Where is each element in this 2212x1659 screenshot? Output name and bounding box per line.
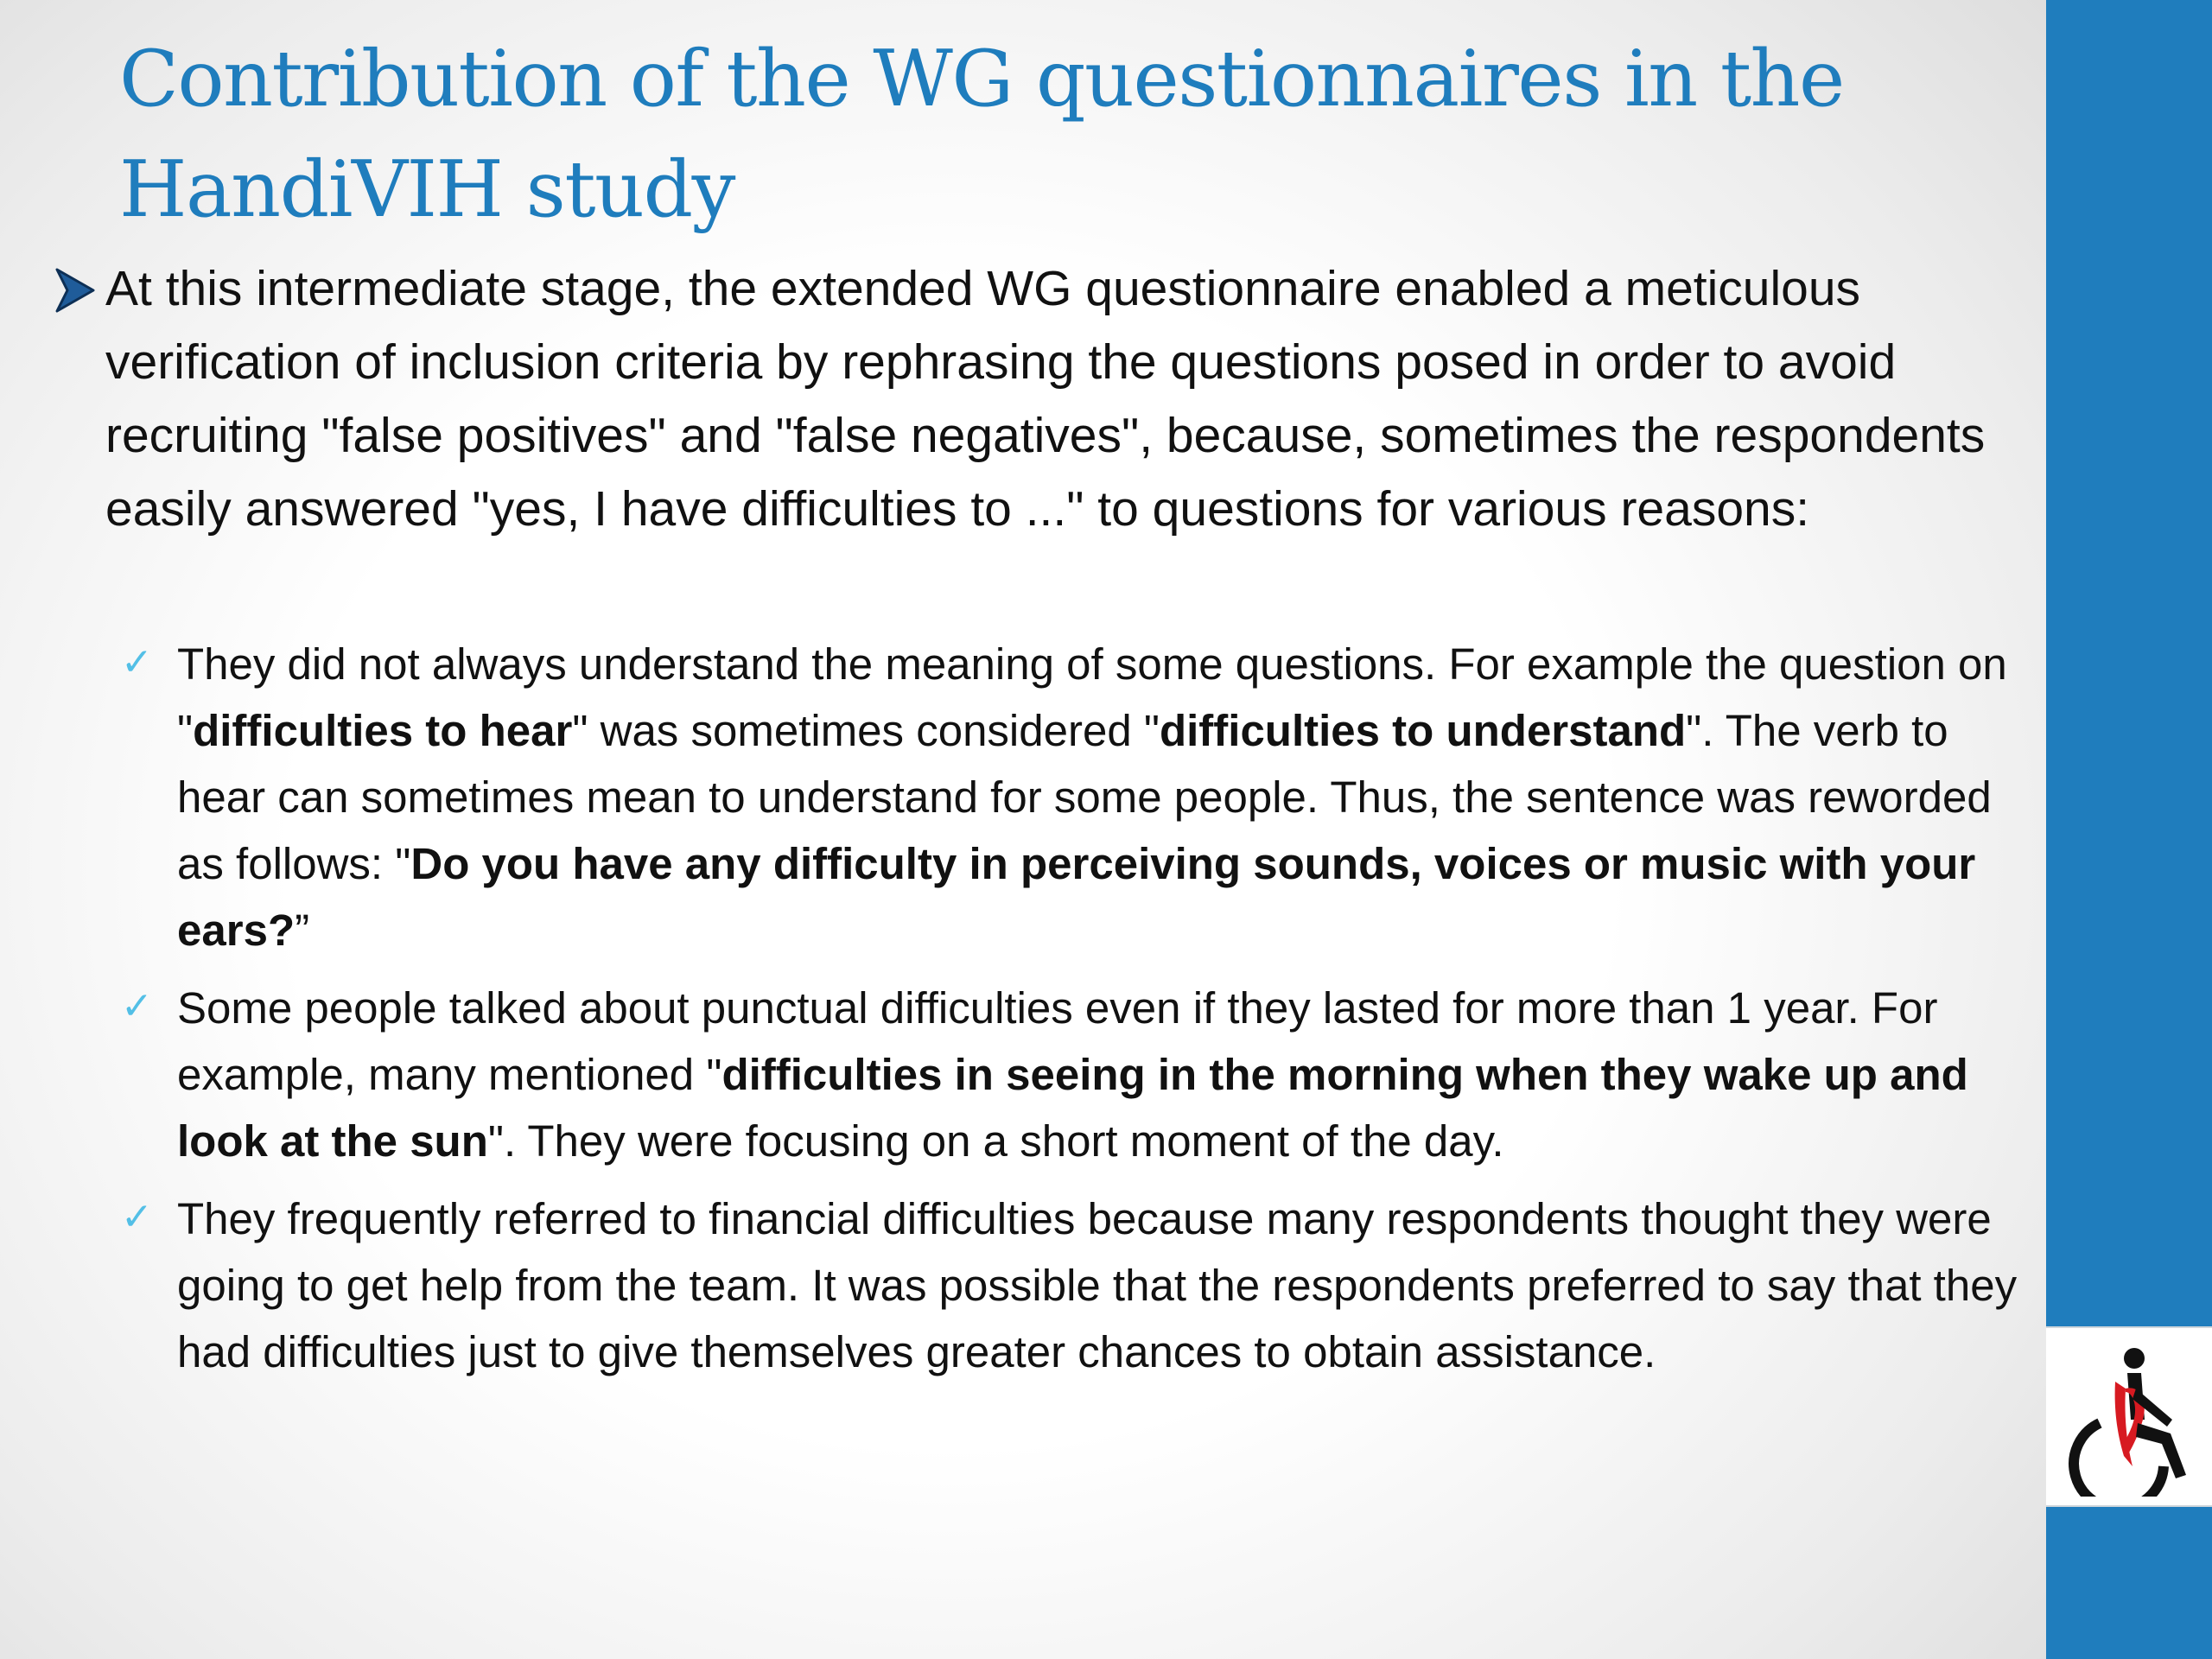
- handivih-logo: [2046, 1326, 2212, 1507]
- wheelchair-ribbon-icon: [2062, 1337, 2200, 1497]
- sub-bullet-item: [121, 1185, 2022, 1385]
- arrow-bullet-icon: [54, 266, 97, 315]
- sub-bullet-text: Some people talked about punctual difficulties even if they lasted for more than 1 year. For example, many mentioned "difficulties in seeing in the morning when they wake up and look at the sun". They were focusing on a short moment of the day.: [177, 983, 1968, 1166]
- slide-title: Contribution of the WG questionnaires in the HandiVIH study: [119, 34, 1844, 235]
- sub-bullet-text: They did not always understand the meaning of some questions. For example the question on "difficulties to hear" was sometimes considered "difficulties to understand". The verb to hear can sometimes mean to understand for some people. Thus, the sentence was reworded as follows: "Do you have any difficulty in perceiving sounds, voices or music with your ears?”: [177, 639, 2007, 955]
- check-icon: ✓: [121, 640, 153, 684]
- sub-bullet-list: [121, 631, 2022, 1396]
- main-bullet-text: At this intermediate stage, the extended WG questionnaire enabled a meticulous verification of inclusion criteria by rephrasing the questions posed in order to avoid recruiting "false positives" and "false negatives", because, sometimes the respondents easily answered "yes, I have difficulties to ..." to questions for various reasons:: [105, 261, 1986, 537]
- check-icon: ✓: [121, 1195, 153, 1239]
- sub-bullet-item: [121, 975, 2022, 1174]
- main-bullet: [54, 252, 2032, 546]
- sub-bullet-text: They frequently referred to financial difficulties because many respondents thought they were going to get help from the team. It was possible that the respondents preferred to say that they had difficulties just to give themselves greater chances to obtain assistance.: [177, 1194, 2018, 1376]
- check-icon: ✓: [121, 984, 153, 1028]
- sub-bullet-item: [121, 631, 2022, 963]
